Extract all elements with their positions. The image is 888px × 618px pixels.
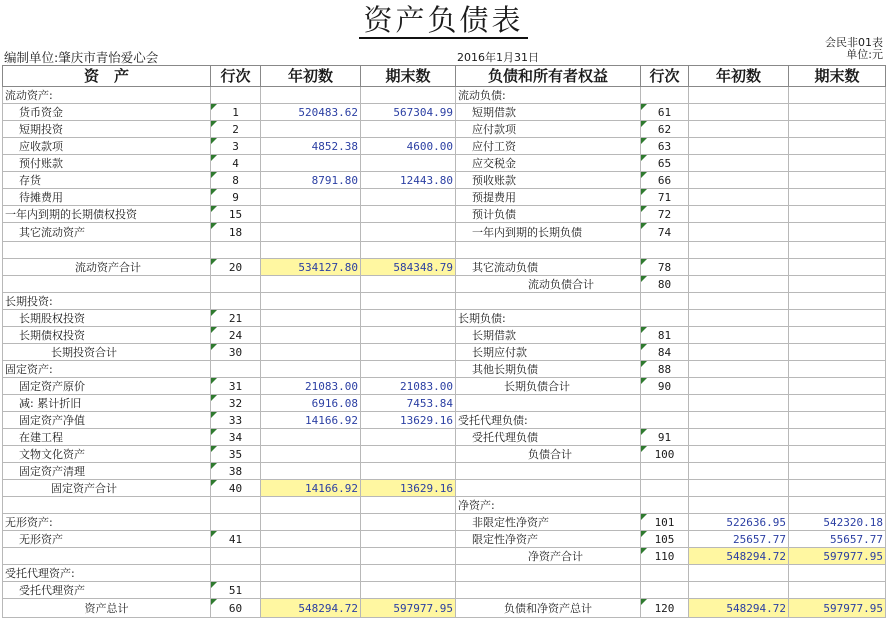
liability-item-label: 长期负债: [456, 310, 641, 327]
asset-end-value [361, 582, 456, 599]
asset-line-no [211, 514, 261, 531]
liability-begin-value [689, 463, 789, 480]
asset-end-value [361, 327, 456, 344]
asset-item-label: 长期投资: [3, 293, 211, 310]
table-row [3, 276, 886, 293]
asset-line-no: 32 [211, 395, 261, 412]
liability-end-value [789, 242, 886, 259]
liability-line-no [641, 463, 689, 480]
liability-begin-value [689, 293, 789, 310]
asset-line-no [211, 87, 261, 104]
liability-end-value: 55657.77 [789, 531, 886, 548]
liability-line-no: 110 [641, 548, 689, 565]
asset-begin-value: 8791.80 [261, 172, 361, 189]
asset-begin-value [261, 310, 361, 327]
liability-begin-value [689, 412, 789, 429]
liability-item-label: 负债合计 [456, 446, 641, 463]
liability-end-value [789, 463, 886, 480]
liability-end-value [789, 121, 886, 138]
asset-line-no: 18 [211, 223, 261, 242]
liability-begin-value: 25657.77 [689, 531, 789, 548]
liability-line-no: 100 [641, 446, 689, 463]
asset-line-no: 21 [211, 310, 261, 327]
asset-end-value: 7453.84 [361, 395, 456, 412]
asset-begin-value [261, 121, 361, 138]
liability-begin-value [689, 497, 789, 514]
liability-begin-value [689, 565, 789, 582]
asset-item-label: 固定资产净值 [3, 412, 211, 429]
liability-begin-value [689, 259, 789, 276]
liability-end-value [789, 310, 886, 327]
header-line: 行次 [211, 66, 261, 87]
liability-item-label [456, 293, 641, 310]
table-row [3, 395, 886, 412]
asset-begin-value: 534127.80 [261, 259, 361, 276]
asset-begin-value: 14166.92 [261, 412, 361, 429]
liability-end-value [789, 378, 886, 395]
liability-end-value [789, 361, 886, 378]
asset-line-no: 40 [211, 480, 261, 497]
asset-line-no [211, 293, 261, 310]
currency-unit: 单位:元 [846, 48, 883, 61]
asset-end-value [361, 514, 456, 531]
liability-begin-value [689, 446, 789, 463]
asset-item-label: 流动资产合计 [3, 259, 211, 276]
liability-begin-value [689, 87, 789, 104]
asset-item-label [3, 242, 211, 259]
asset-begin-value: 520483.62 [261, 104, 361, 121]
liability-begin-value [689, 242, 789, 259]
table-row [3, 412, 886, 429]
liability-item-label: 流动负债合计 [456, 276, 641, 293]
liability-line-no [641, 293, 689, 310]
liability-item-label [456, 395, 641, 412]
liability-item-label: 其它流动负债 [456, 259, 641, 276]
asset-item-label: 固定资产合计 [3, 480, 211, 497]
liability-begin-value [689, 361, 789, 378]
asset-end-value: 21083.00 [361, 378, 456, 395]
header-end: 期末数 [789, 66, 886, 87]
liability-end-value [789, 259, 886, 276]
liability-end-value [789, 395, 886, 412]
table-row [3, 138, 886, 155]
asset-end-value: 597977.95 [361, 599, 456, 618]
liability-begin-value [689, 121, 789, 138]
asset-end-value [361, 293, 456, 310]
asset-item-label: 待摊费用 [3, 189, 211, 206]
liability-line-no: 71 [641, 189, 689, 206]
liability-line-no: 72 [641, 206, 689, 223]
asset-line-no: 30 [211, 344, 261, 361]
asset-end-value [361, 310, 456, 327]
liability-line-no: 88 [641, 361, 689, 378]
liability-line-no: 80 [641, 276, 689, 293]
table-row [3, 310, 886, 327]
table-row [3, 223, 886, 242]
asset-begin-value [261, 293, 361, 310]
liability-line-no [641, 310, 689, 327]
liability-begin-value [689, 189, 789, 206]
table-row [3, 87, 886, 104]
table-row [3, 480, 886, 497]
asset-begin-value [261, 446, 361, 463]
asset-line-no: 8 [211, 172, 261, 189]
liability-line-no: 90 [641, 378, 689, 395]
liability-item-label: 长期借款 [456, 327, 641, 344]
asset-line-no [211, 548, 261, 565]
asset-item-label: 长期股权投资 [3, 310, 211, 327]
liability-item-label: 短期借款 [456, 104, 641, 121]
asset-begin-value [261, 276, 361, 293]
liability-line-no: 120 [641, 599, 689, 618]
asset-item-label [3, 276, 211, 293]
asset-line-no: 33 [211, 412, 261, 429]
liability-end-value [789, 138, 886, 155]
table-row [3, 361, 886, 378]
asset-begin-value [261, 582, 361, 599]
balance-sheet [2, 1, 885, 615]
liability-item-label: 受托代理负债: [456, 412, 641, 429]
asset-item-label: 预付账款 [3, 155, 211, 172]
asset-line-no: 35 [211, 446, 261, 463]
asset-item-label [3, 497, 211, 514]
liability-item-label [456, 565, 641, 582]
liability-item-label: 受托代理负债 [456, 429, 641, 446]
asset-begin-value [261, 548, 361, 565]
asset-begin-value [261, 223, 361, 242]
asset-end-value [361, 189, 456, 206]
asset-item-label: 减: 累计折旧 [3, 395, 211, 412]
liability-end-value [789, 480, 886, 497]
asset-end-value [361, 565, 456, 582]
liability-line-no: 63 [641, 138, 689, 155]
liability-end-value [789, 327, 886, 344]
table-row [3, 327, 886, 344]
asset-item-label: 固定资产: [3, 361, 211, 378]
table-row [3, 565, 886, 582]
liability-item-label [456, 582, 641, 599]
asset-begin-value [261, 514, 361, 531]
asset-item-label: 存货 [3, 172, 211, 189]
liability-line-no [641, 412, 689, 429]
table-row [3, 172, 886, 189]
asset-end-value [361, 446, 456, 463]
asset-item-label: 固定资产原价 [3, 378, 211, 395]
asset-end-value [361, 155, 456, 172]
asset-line-no [211, 242, 261, 259]
liability-line-no: 62 [641, 121, 689, 138]
liability-begin-value [689, 344, 789, 361]
asset-begin-value: 21083.00 [261, 378, 361, 395]
header-line: 行次 [641, 66, 689, 87]
table-row [3, 189, 886, 206]
asset-item-label: 受托代理资产 [3, 582, 211, 599]
asset-line-no: 1 [211, 104, 261, 121]
asset-line-no: 38 [211, 463, 261, 480]
asset-begin-value [261, 565, 361, 582]
liability-begin-value [689, 223, 789, 242]
liability-begin-value [689, 480, 789, 497]
liability-item-label: 应交税金 [456, 155, 641, 172]
liability-begin-value: 522636.95 [689, 514, 789, 531]
header-begin: 年初数 [261, 66, 361, 87]
table-row [3, 242, 886, 259]
asset-begin-value: 14166.92 [261, 480, 361, 497]
asset-end-value [361, 463, 456, 480]
liability-item-label [456, 480, 641, 497]
form-code: 会民非01表 [825, 36, 883, 49]
asset-line-no: 51 [211, 582, 261, 599]
liability-item-label: 预收账款 [456, 172, 641, 189]
asset-item-label: 无形资产 [3, 531, 211, 548]
liability-end-value: 597977.95 [789, 548, 886, 565]
liability-line-no [641, 242, 689, 259]
asset-end-value [361, 206, 456, 223]
asset-begin-value: 4852.38 [261, 138, 361, 155]
liability-end-value [789, 582, 886, 599]
asset-line-no [211, 361, 261, 378]
table-row [3, 104, 886, 121]
liability-item-label: 长期应付款 [456, 344, 641, 361]
asset-begin-value [261, 531, 361, 548]
asset-item-label: 短期投资 [3, 121, 211, 138]
liability-begin-value [689, 378, 789, 395]
liability-item-label [456, 242, 641, 259]
asset-item-label: 长期债权投资 [3, 327, 211, 344]
table-row [3, 378, 886, 395]
liability-end-value [789, 293, 886, 310]
asset-item-label: 长期投资合计 [3, 344, 211, 361]
asset-item-label: 其它流动资产 [3, 223, 211, 242]
asset-line-no: 20 [211, 259, 261, 276]
asset-end-value [361, 344, 456, 361]
asset-end-value [361, 223, 456, 242]
liability-end-value [789, 344, 886, 361]
liability-begin-value [689, 327, 789, 344]
table-row [3, 514, 886, 531]
asset-begin-value: 6916.08 [261, 395, 361, 412]
liability-line-no [641, 480, 689, 497]
liability-end-value [789, 497, 886, 514]
balance-table [2, 65, 886, 618]
liability-begin-value [689, 206, 789, 223]
asset-end-value [361, 87, 456, 104]
asset-end-value [361, 276, 456, 293]
asset-item-label: 一年内到期的长期债权投资 [3, 206, 211, 223]
liability-begin-value [689, 429, 789, 446]
asset-end-value: 13629.16 [361, 480, 456, 497]
liability-end-value [789, 104, 886, 121]
liability-line-no [641, 497, 689, 514]
liability-item-label: 一年内到期的长期负债 [456, 223, 641, 242]
asset-line-no: 4 [211, 155, 261, 172]
liability-item-label [456, 463, 641, 480]
table-row [3, 531, 886, 548]
asset-end-value [361, 242, 456, 259]
table-row [3, 582, 886, 599]
asset-line-no: 24 [211, 327, 261, 344]
asset-begin-value [261, 242, 361, 259]
liability-line-no: 65 [641, 155, 689, 172]
table-row [3, 548, 886, 565]
liability-item-label: 长期负债合计 [456, 378, 641, 395]
sheet-title: 资产负债表 [2, 3, 885, 37]
asset-begin-value [261, 155, 361, 172]
liability-item-label: 负债和净资产总计 [456, 599, 641, 618]
asset-line-no: 9 [211, 189, 261, 206]
liability-begin-value [689, 582, 789, 599]
liability-begin-value [689, 310, 789, 327]
header-liabilities: 负债和所有者权益 [456, 66, 641, 87]
liability-end-value [789, 429, 886, 446]
asset-begin-value [261, 344, 361, 361]
table-row [3, 121, 886, 138]
asset-begin-value [261, 497, 361, 514]
reporting-entity: 编制单位:肇庆市青怡爱心会 [4, 50, 159, 65]
liability-line-no: 61 [641, 104, 689, 121]
table-row [3, 344, 886, 361]
table-row [3, 429, 886, 446]
liability-item-label: 其他长期负债 [456, 361, 641, 378]
liability-line-no: 78 [641, 259, 689, 276]
liability-end-value: 597977.95 [789, 599, 886, 618]
liability-end-value [789, 446, 886, 463]
liability-line-no: 105 [641, 531, 689, 548]
liability-line-no: 81 [641, 327, 689, 344]
asset-begin-value [261, 429, 361, 446]
header-assets: 资 产 [3, 66, 211, 87]
asset-line-no [211, 565, 261, 582]
header-begin: 年初数 [689, 66, 789, 87]
liability-line-no [641, 395, 689, 412]
asset-begin-value [261, 463, 361, 480]
asset-end-value [361, 531, 456, 548]
asset-begin-value [261, 189, 361, 206]
liability-line-no [641, 87, 689, 104]
liability-begin-value: 548294.72 [689, 548, 789, 565]
asset-item-label: 资产总计 [3, 599, 211, 618]
liability-line-no [641, 582, 689, 599]
liability-item-label: 非限定性净资产 [456, 514, 641, 531]
liability-begin-value: 548294.72 [689, 599, 789, 618]
asset-end-value [361, 548, 456, 565]
asset-line-no: 41 [211, 531, 261, 548]
liability-line-no: 91 [641, 429, 689, 446]
asset-item-label: 无形资产: [3, 514, 211, 531]
asset-begin-value [261, 327, 361, 344]
liability-end-value: 542320.18 [789, 514, 886, 531]
liability-line-no [641, 565, 689, 582]
asset-begin-value [261, 361, 361, 378]
liability-begin-value [689, 395, 789, 412]
liability-end-value [789, 276, 886, 293]
liability-line-no: 74 [641, 223, 689, 242]
asset-line-no [211, 497, 261, 514]
asset-line-no: 34 [211, 429, 261, 446]
liability-end-value [789, 412, 886, 429]
table-row [3, 155, 886, 172]
asset-item-label: 文物文化资产 [3, 446, 211, 463]
table-row [3, 446, 886, 463]
table-row [3, 599, 886, 618]
table-row [3, 293, 886, 310]
liability-end-value [789, 172, 886, 189]
table-row [3, 497, 886, 514]
asset-begin-value [261, 87, 361, 104]
asset-begin-value [261, 206, 361, 223]
asset-end-value: 13629.16 [361, 412, 456, 429]
header-end: 期末数 [361, 66, 456, 87]
asset-end-value: 4600.00 [361, 138, 456, 155]
asset-end-value [361, 121, 456, 138]
asset-line-no: 3 [211, 138, 261, 155]
asset-line-no: 31 [211, 378, 261, 395]
liability-item-label: 净资产: [456, 497, 641, 514]
asset-item-label: 受托代理资产: [3, 565, 211, 582]
table-row [3, 259, 886, 276]
liability-item-label: 流动负债: [456, 87, 641, 104]
table-row [3, 206, 886, 223]
asset-end-value [361, 361, 456, 378]
liability-item-label: 应付款项 [456, 121, 641, 138]
liability-end-value [789, 206, 886, 223]
asset-item-label: 固定资产清理 [3, 463, 211, 480]
liability-end-value [789, 87, 886, 104]
asset-end-value [361, 497, 456, 514]
asset-end-value: 584348.79 [361, 259, 456, 276]
liability-begin-value [689, 276, 789, 293]
asset-item-label: 应收款项 [3, 138, 211, 155]
asset-item-label: 货币资金 [3, 104, 211, 121]
liability-item-label: 应付工资 [456, 138, 641, 155]
liability-begin-value [689, 155, 789, 172]
asset-end-value: 12443.80 [361, 172, 456, 189]
asset-line-no: 2 [211, 121, 261, 138]
liability-begin-value [689, 172, 789, 189]
asset-line-no: 60 [211, 599, 261, 618]
liability-line-no: 84 [641, 344, 689, 361]
liability-item-label: 预计负债 [456, 206, 641, 223]
liability-end-value [789, 155, 886, 172]
asset-item-label [3, 548, 211, 565]
liability-end-value [789, 565, 886, 582]
asset-line-no [211, 276, 261, 293]
liability-begin-value [689, 104, 789, 121]
asset-line-no: 15 [211, 206, 261, 223]
liability-line-no: 66 [641, 172, 689, 189]
liability-end-value [789, 189, 886, 206]
liability-begin-value [689, 138, 789, 155]
liability-line-no: 101 [641, 514, 689, 531]
asset-item-label: 在建工程 [3, 429, 211, 446]
liability-item-label: 预提费用 [456, 189, 641, 206]
liability-item-label: 净资产合计 [456, 548, 641, 565]
header-row [3, 66, 886, 87]
liability-end-value [789, 223, 886, 242]
table-row [3, 463, 886, 480]
asset-begin-value: 548294.72 [261, 599, 361, 618]
asset-end-value: 567304.99 [361, 104, 456, 121]
liability-item-label: 限定性净资产 [456, 531, 641, 548]
asset-item-label: 流动资产: [3, 87, 211, 104]
report-date: 2016年1月31日 [457, 51, 539, 64]
asset-end-value [361, 429, 456, 446]
